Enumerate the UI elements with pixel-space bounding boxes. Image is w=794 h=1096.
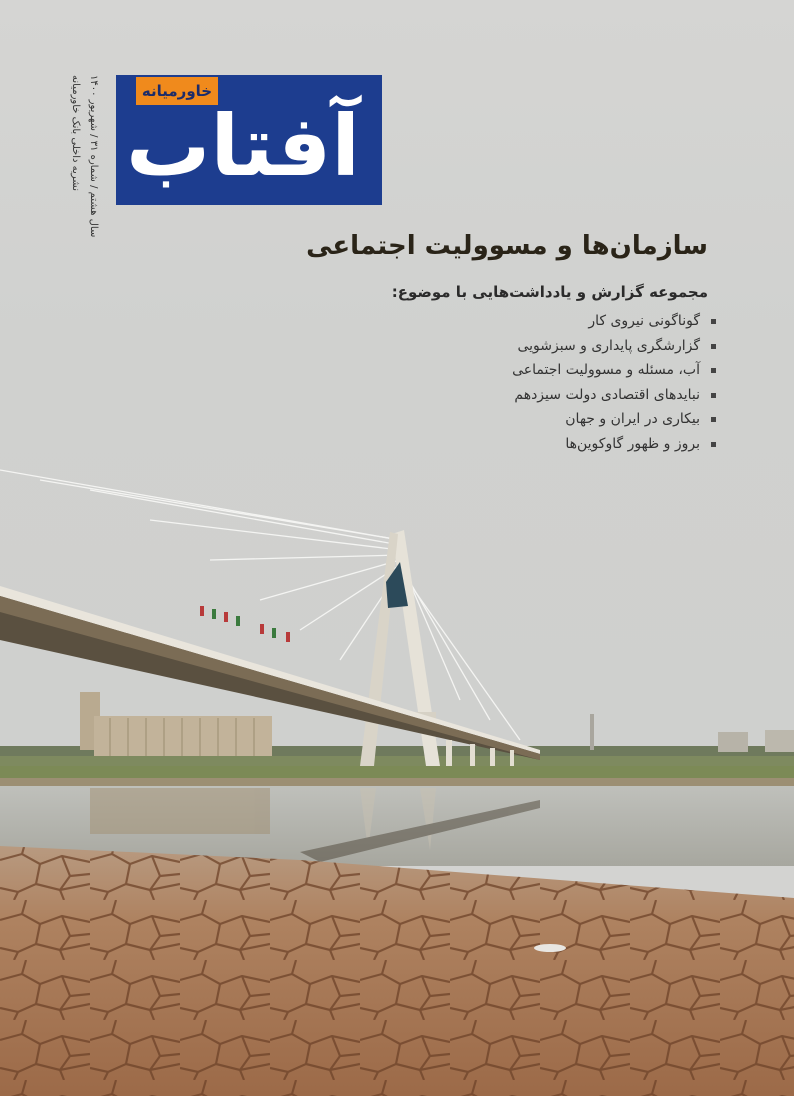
bridge-cables	[0, 470, 520, 740]
topic-label: گزارشگری پایداری و سبزشویی	[517, 337, 700, 354]
topic-item	[296, 407, 716, 432]
bullet-icon	[711, 368, 716, 373]
cover-headline: سازمان‌ها و مسوولیت اجتماعی	[306, 231, 708, 261]
flags	[200, 606, 290, 642]
bullet-icon	[711, 319, 716, 324]
bullet-icon	[711, 393, 716, 398]
topic-label: نبایدهای اقتصادی دولت سیزدهم	[514, 386, 700, 403]
topics-list	[296, 309, 716, 456]
magazine-logo	[116, 75, 382, 205]
bullet-icon	[711, 442, 716, 447]
topic-item	[296, 334, 716, 359]
topic-item	[296, 432, 716, 457]
logo-title: آفتاب	[125, 97, 360, 195]
topic-item	[296, 358, 716, 383]
topic-label: آب، مسئله و مسوولیت اجتماعی	[512, 362, 700, 378]
litter	[534, 944, 566, 952]
logo-tag: خاورمیانه	[136, 77, 218, 105]
topic-label: بروز و ظهور گاوکوین‌ها	[565, 435, 700, 452]
bullet-icon	[711, 344, 716, 349]
issue-info	[68, 75, 108, 238]
topic-item	[296, 309, 716, 334]
topic-label: گوناگونی نیروی کار	[588, 313, 700, 329]
topic-item	[296, 383, 716, 408]
cover-photo	[0, 440, 794, 1096]
bullet-icon	[711, 417, 716, 422]
topics-intro: مجموعه گزارش و یادداشت‌هایی با موضوع:	[391, 283, 708, 301]
publication-note: نشریه داخلی بانک خاورمیانه	[70, 75, 81, 191]
silo-building	[80, 692, 272, 756]
topic-label: بیکاری در ایران و جهان	[565, 411, 700, 427]
issue-date: سال هشتم / شماره ۳۱ / شهریور ۱۴۰۰	[88, 75, 99, 238]
